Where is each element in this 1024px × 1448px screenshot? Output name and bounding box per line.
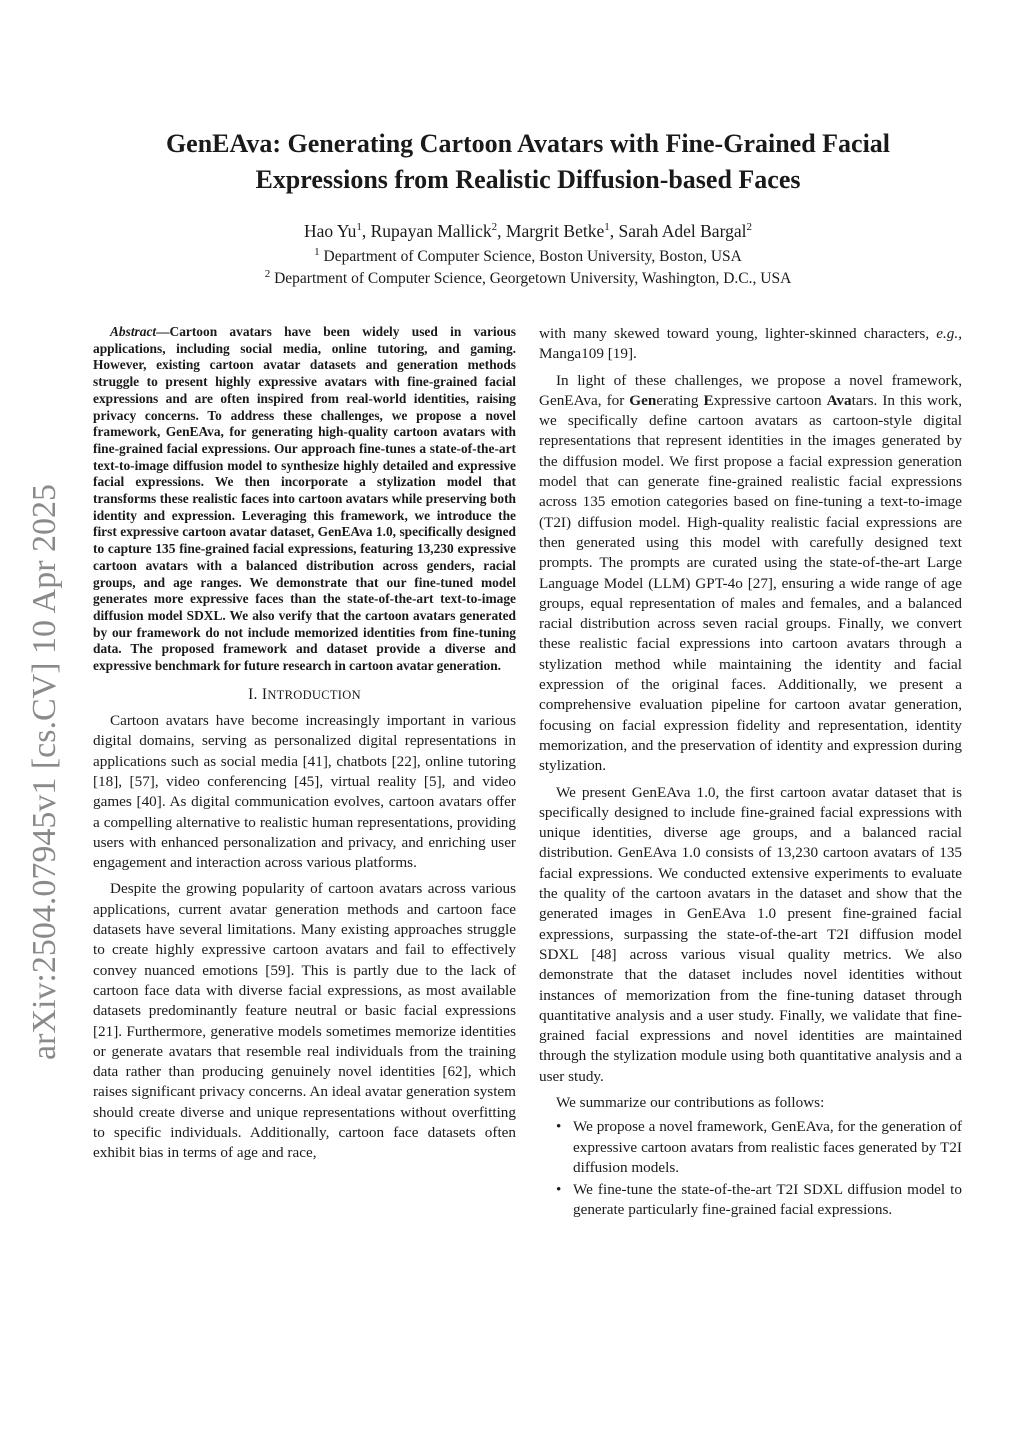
text-run-bold: Gen (629, 391, 657, 409)
list-item (539, 1117, 962, 1178)
intro-paragraph-4: We present GenEAva 1.0, the first cartoon avatar dataset that is specifically designed to include fine-grained facial expressions with unique identities, diverse age groups, and a balanced racial distribution. GenEAva 1.0 consists of 13,230 cartoon avatars of 135 facial expressions. We conducted extensive experiments to evaluate the quality of the cartoon avatars in the dataset and show that the generated images in GenEAva 1.0 present fine-grained facial expressions, surpassing the state-of-the-art T2I diffusion model SDXL [48] across various visual quality metrics. We also demonstrate that the dataset includes novel identities without instances of memorization from the fine-tuning dataset through quantitative analysis and a user study. Finally, we validate that fine-grained facial expressions and novel identities are maintained through the stylization module using both quantitative analysis and a user study. (539, 783, 962, 1085)
bullet-icon: • (556, 1118, 562, 1136)
bullet-icon: • (556, 1181, 562, 1199)
author-affil-mark: 1 (604, 221, 610, 233)
text-run-bold: Ava (826, 391, 852, 409)
list-item-text: We fine-tune the state-of-the-art T2I SDXL diffusion model to generate particularly fine-grained facial expressions. (573, 1181, 962, 1219)
text-run: xpressive cartoon (713, 391, 827, 409)
author-name: Hao Yu (304, 220, 357, 241)
text-run: tars. In this work, we specifically define cartoon avatars as cartoon-style digital representations that represent identities in the images generated by the diffusion model. We first propose a facial expression generation model that can generate fine-grained realistic facial expressions across 135 emotion categories based on fine-tuning a text-to-image (T2I) diffusion model. High-quality realistic facial expressions are then generated using this model with carefully designed text prompts. The prompts are curated using the state-of-the-art Large Language Model (LLM) GPT-4o [27], ensuring a wide range of age groups, equal representation of males and females, and a balanced racial distribution across seven racial groups. Finally, we convert these realistic facial expressions into cartoon avatars through a stylization method while maintaining the identity and facial expression of the original faces. Additionally, we present a comprehensive evaluation pipeline for cartoon avatar generation, focusing on facial expression fidelity and representation, identity memorization, and the preservation of identity and expression during stylization. (539, 391, 962, 775)
section-heading-text: I. INTRODUCTION (248, 685, 361, 703)
title-line-1: GenEAva: Generating Cartoon Avatars with Fine-Grained Facial (165, 129, 891, 158)
text-run: In light of these challenges, we propose a novel framework, GenEAva, for (539, 371, 962, 409)
author-affil-mark: 1 (356, 221, 362, 233)
author-name: Rupayan Mallick (370, 220, 492, 241)
abstract-label: Abstract (110, 324, 157, 339)
intro-paragraph-1: Cartoon avatars have become increasingly important in various digital domains, serving as personalized digital representations in applications such as social media [41], chatbots [22], online tutoring [18], [57], video conferencing [45], virtual reality [5], and video games [40]. As digital communication evolves, cartoon avatars offer a compelling alternative to realistic human representations, providing users with enhanced personalization and privacy, and enriching user engagement and interaction across various platforms. (93, 712, 516, 872)
abstract-text: Cartoon avatars have been widely used in various applications, including social media, online tutoring, and gaming. However, existing cartoon avatar datasets and generation methods struggle to present highly expressive avatars with fine-grained facial expressions and are often inspired from real-world identities, raising privacy concerns. To address these challenges, we propose a novel framework, GenEAva, for generating high-quality cartoon avatars with fine-grained facial expressions. Our approach fine-tunes a state-of-the-art text-to-image diffusion model to synthesize highly detailed and expressive facial expressions. We then incorporate a stylization model that transforms these realistic faces into cartoon avatars while preserving both identity and expression. Leveraging this framework, we introduce the first expressive cartoon avatar dataset, GenEAva 1.0, specifically designed to capture 135 fine-grained facial expressions, featuring 13,230 expressive cartoon avatars with a balanced distribution across genders, racial groups, and age ranges. We demonstrate that our fine-tuned model generates more expressive faces than the state-of-the-art text-to-image diffusion model SDXL. We also verify that the cartoon avatars generated by our framework do not include memorized identities from fine-tuning data. The proposed framework and dataset provide a diverse and expressive benchmark for future research in cartoon avatar generation. (93, 324, 516, 674)
author-affil-mark: 2 (746, 221, 752, 233)
right-column (539, 324, 962, 1223)
list-item-text: We propose a novel framework, GenEAva, for the generation of expressive cartoon avatars from realistic faces generated by T2I diffusion models. (573, 1118, 962, 1176)
title-line-2: Expressions from Realistic Diffusion-based Faces (255, 165, 801, 194)
author-list: Hao Yu$^1$, Rupayan Mallick$^2$, Margrit Betke$^1$, Sarah Adel Bargal$^2$ (304, 220, 752, 241)
abstract-dash: — (156, 324, 170, 339)
intro-paragraph-2-continued (539, 324, 962, 365)
text-run-italic: e.g. (936, 325, 959, 342)
intro-paragraph-5: We summarize our contributions as follows: (556, 1093, 825, 1111)
text-run: , Manga109 [19]. (539, 325, 962, 363)
paper-title (100, 126, 956, 198)
affil-number: 1 (314, 246, 320, 258)
text-run: erating (656, 391, 704, 409)
text-run: with many skewed toward young, lighter-skinned characters, (539, 325, 937, 342)
abstract (93, 324, 516, 675)
left-column (93, 324, 516, 1164)
list-item (539, 1180, 962, 1221)
author-name: Margrit Betke (505, 220, 605, 241)
author-affil-mark: 2 (491, 221, 498, 233)
author-name: Sarah Adel Bargal (618, 220, 747, 241)
affil-text: Department of Computer Science, Boston University, Boston, USA (323, 248, 742, 266)
contribution-list (539, 1117, 962, 1220)
intro-paragraph-2: Despite the growing popularity of cartoon avatars across various applications, current avatar generation methods and cartoon face datasets have several limitations. Many existing approaches struggle to create highly expressive cartoon avatars and fail to effectively convey nuanced emotions [59]. This is partly due to the lack of cartoon face data with diverse facial expressions, as most available datasets predominantly feature neutral or basic facial expressions [21]. Furthermore, generative models sometimes memorize identities or generate avatars that resemble real individuals from the training data rather than producing genuinely novel identities [62], which raises significant privacy concerns. An ideal avatar generation system should create diverse and unique representations without overfitting to specific individuals. Additionally, cartoon face datasets often exhibit bias in terms of age and race, (93, 880, 516, 1162)
text-run-bold: E (703, 391, 714, 409)
affiliation-2 (100, 264, 956, 289)
affil-text: Department of Computer Science, Georgetown University, Washington, D.C., USA (274, 270, 792, 288)
arxiv-stamp: arXiv:2504.07945v1 [cs.CV] 10 Apr 2025 (26, 483, 63, 1060)
section-heading-introduction (93, 685, 516, 705)
affil-number: 2 (264, 268, 271, 280)
intro-paragraph-3 (539, 371, 962, 777)
